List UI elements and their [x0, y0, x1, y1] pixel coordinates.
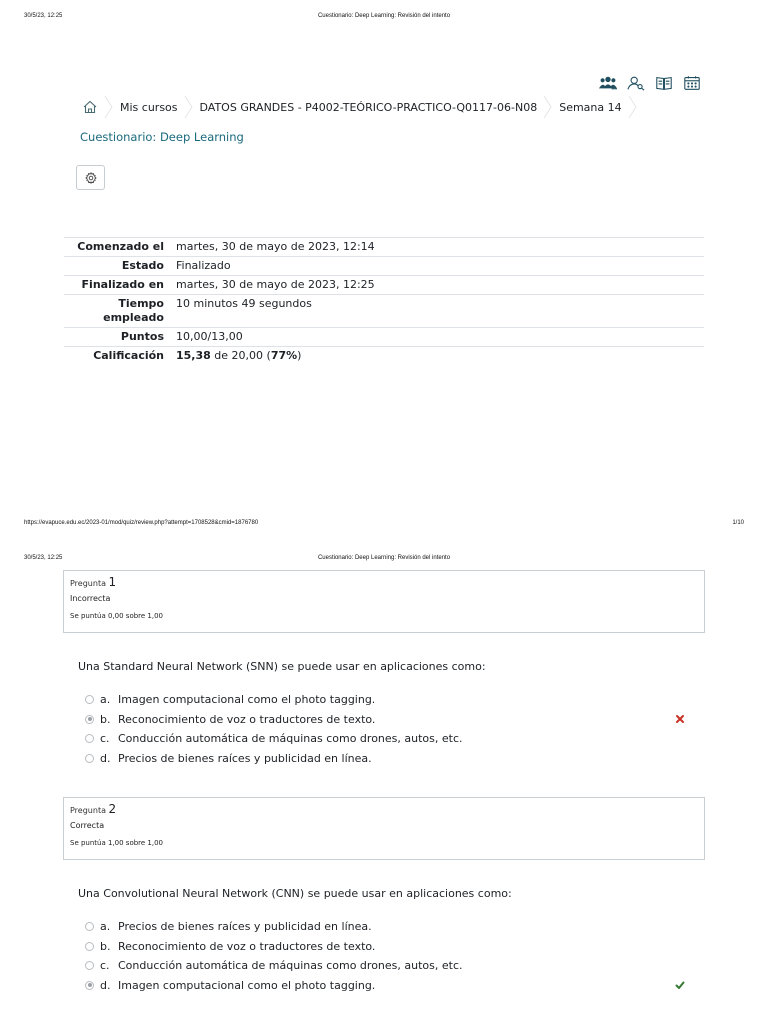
answer-text: Precios de bienes raíces y publicidad en línea. — [118, 751, 372, 765]
answer-option[interactable] — [85, 917, 685, 937]
people-icon[interactable] — [598, 74, 618, 92]
summary-value: Finalizado — [176, 259, 231, 272]
settings-button[interactable] — [76, 165, 105, 190]
book-icon[interactable] — [654, 74, 674, 92]
answer-list-1 — [85, 690, 685, 768]
breadcrumb-separator — [184, 96, 194, 118]
print-datetime: 30/5/23, 12:25 — [24, 555, 63, 561]
breadcrumb-separator — [543, 96, 553, 118]
summary-row — [64, 237, 704, 256]
attempt-summary-table — [64, 237, 704, 365]
answer-letter: c. — [100, 959, 110, 973]
summary-row — [64, 327, 704, 346]
summary-row — [64, 256, 704, 275]
question-info-2 — [63, 797, 705, 860]
print-datetime: 30/5/23, 12:25 — [24, 13, 63, 19]
question-number — [70, 803, 698, 817]
answer-radio[interactable] — [85, 734, 94, 743]
breadcrumb-course[interactable]: DATOS GRANDES - P4002-TEÓRICO-PRACTICO-Q0117-06-N08 — [199, 100, 538, 114]
answer-letter: a. — [100, 920, 111, 934]
breadcrumb-separator — [628, 96, 638, 118]
answer-letter: d. — [100, 978, 111, 992]
print-title: Cuestionario: Deep Learning: Revisión del intento — [317, 13, 451, 19]
answer-radio-selected[interactable] — [85, 981, 94, 990]
summary-label: Estado — [121, 259, 164, 272]
summary-value: 10 minutos 49 segundos — [176, 297, 312, 310]
answer-letter: a. — [100, 693, 111, 707]
summary-label: Calificación — [93, 349, 164, 362]
summary-row-calificacion — [64, 346, 704, 365]
breadcrumb-mis-cursos[interactable]: Mis cursos — [120, 100, 178, 114]
answer-option[interactable] — [85, 937, 685, 957]
answer-list-2 — [85, 917, 685, 995]
answer-text: Precios de bienes raíces y publicidad en línea. — [118, 920, 372, 934]
question-text-2: Una Convolutional Neural Network (CNN) se puede usar en aplicaciones como: — [78, 887, 512, 900]
question-text-1: Una Standard Neural Network (SNN) se puede usar en aplicaciones como: — [78, 660, 486, 673]
question-state: Incorrecta — [70, 594, 111, 603]
grade-percent: 77% — [270, 349, 298, 362]
question-label: Pregunta — [70, 806, 106, 815]
answer-radio-selected[interactable] — [85, 715, 94, 724]
answer-letter: b. — [100, 712, 111, 726]
home-icon — [82, 100, 98, 114]
answer-radio[interactable] — [85, 942, 94, 951]
print-url: https://evapuce.edu.ec/2023-01/mod/quiz/review.php?attempt=1708528&cmid=1876780 — [24, 520, 259, 526]
gear-icon — [85, 172, 97, 184]
print-title: Cuestionario: Deep Learning: Revisión del intento — [317, 555, 451, 561]
quiz-title-link[interactable]: Cuestionario: Deep Learning — [80, 130, 244, 144]
print-page-number: 1/10 — [732, 520, 744, 526]
answer-letter: d. — [100, 751, 111, 765]
answer-text: Conducción automática de máquinas como drones, autos, etc. — [118, 732, 463, 746]
summary-label: Tiempo empleado — [103, 297, 164, 324]
summary-value: martes, 30 de mayo de 2023, 12:25 — [176, 278, 375, 291]
question-state: Correcta — [70, 821, 105, 830]
answer-option[interactable] — [85, 710, 685, 730]
summary-row — [64, 275, 704, 294]
summary-value: 10,00/13,00 — [176, 330, 243, 343]
calendar-icon[interactable] — [682, 74, 702, 92]
answer-text: Imagen computacional como el photo tagging. — [118, 978, 376, 992]
answer-radio[interactable] — [85, 695, 94, 704]
answer-text: Conducción automática de máquinas como drones, autos, etc. — [118, 959, 463, 973]
breadcrumb-home[interactable] — [76, 96, 104, 118]
incorrect-x-icon — [675, 714, 685, 724]
grade-middle: de 20,00 ( — [210, 349, 271, 362]
question-number-value: 2 — [108, 802, 117, 816]
answer-option[interactable] — [85, 976, 685, 996]
answer-radio[interactable] — [85, 961, 94, 970]
breadcrumb-separator — [104, 96, 114, 118]
question-number-value: 1 — [108, 575, 117, 589]
correct-check-icon — [675, 980, 685, 990]
breadcrumb-section[interactable]: Semana 14 — [559, 100, 622, 114]
summary-value — [170, 347, 704, 365]
answer-letter: c. — [100, 732, 110, 746]
summary-value: martes, 30 de mayo de 2023, 12:14 — [176, 240, 375, 253]
question-grade: Se puntúa 1,00 sobre 1,00 — [70, 839, 164, 847]
grade-end: ) — [297, 349, 302, 362]
answer-option[interactable] — [85, 956, 685, 976]
breadcrumb — [76, 96, 638, 118]
question-grade: Se puntúa 0,00 sobre 1,00 — [70, 612, 164, 620]
answer-option[interactable] — [85, 749, 685, 769]
summary-row — [64, 294, 704, 327]
question-info-1 — [63, 570, 705, 633]
summary-label: Comenzado el — [77, 240, 164, 253]
summary-label: Puntos — [120, 330, 164, 343]
answer-letter: b. — [100, 939, 111, 953]
grade-score: 15,38 — [176, 349, 211, 362]
navbar-icons — [598, 74, 702, 92]
answer-option[interactable] — [85, 690, 685, 710]
summary-label: Finalizado en — [81, 278, 164, 291]
answer-radio[interactable] — [85, 754, 94, 763]
answer-text: Reconocimiento de voz o traductores de texto. — [118, 712, 376, 726]
answer-radio[interactable] — [85, 922, 94, 931]
question-label: Pregunta — [70, 579, 106, 588]
user-search-icon[interactable] — [626, 74, 646, 92]
answer-option[interactable] — [85, 729, 685, 749]
question-number — [70, 576, 698, 590]
answer-text: Imagen computacional como el photo tagging. — [118, 693, 376, 707]
answer-text: Reconocimiento de voz o traductores de texto. — [118, 939, 376, 953]
